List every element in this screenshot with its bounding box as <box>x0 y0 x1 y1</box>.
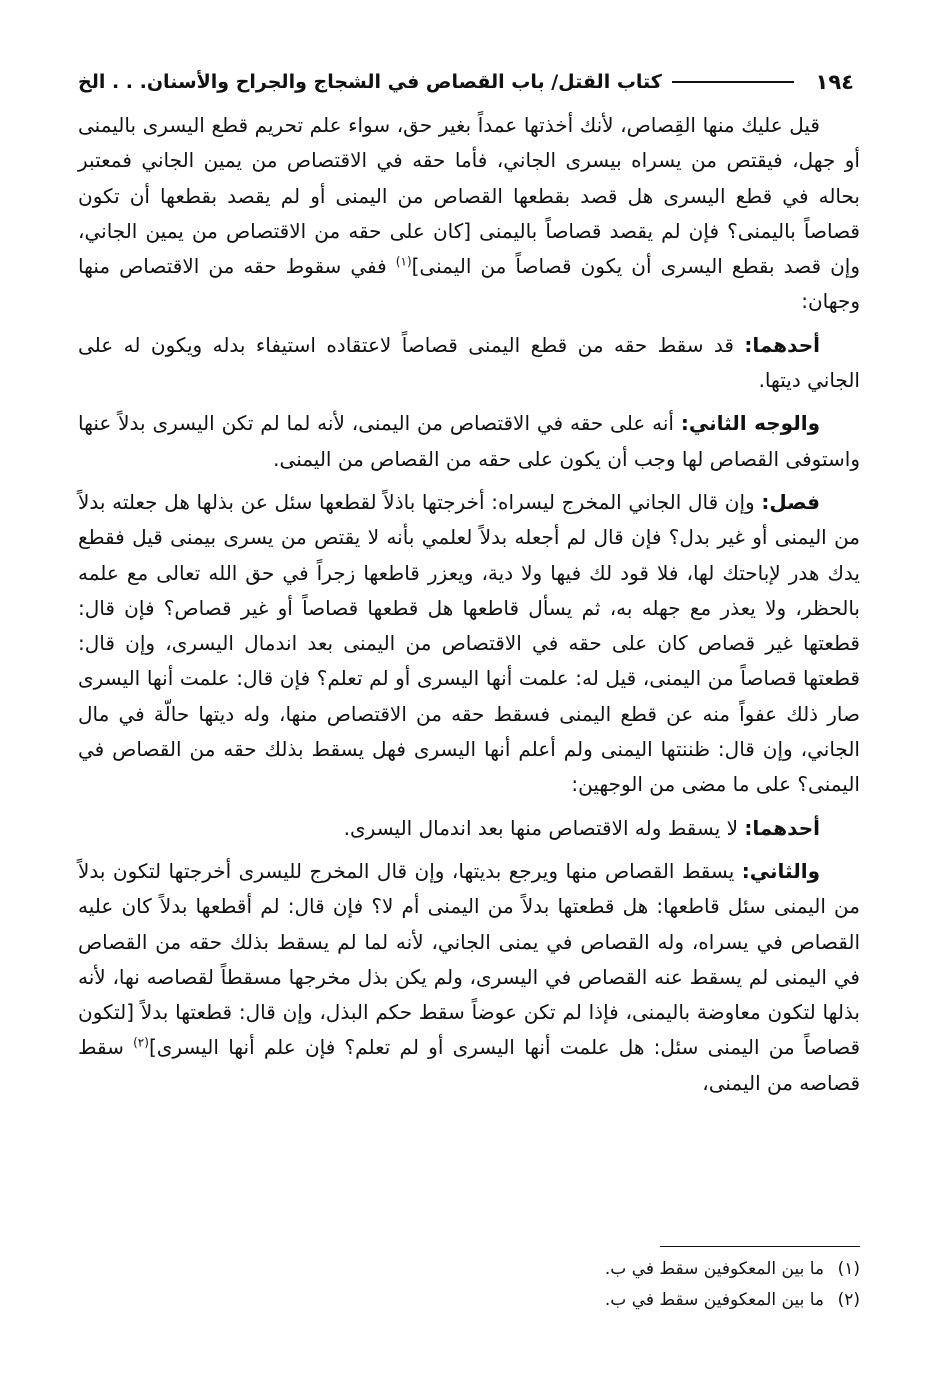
page-number: ١٩٤ <box>815 70 854 94</box>
main-text <box>78 108 860 1101</box>
chapter-title: كتاب القتل/ باب القصاص في الشجاج والجراح والأسنان. . . الخ <box>78 71 662 93</box>
paragraph-term: والوجه الثاني: <box>680 411 820 436</box>
header-rule <box>672 81 794 83</box>
footnotes <box>78 1254 860 1316</box>
footnote-rule <box>660 1246 860 1247</box>
paragraph-1: قيل عليك منها القِصاص، لأنك أخذتها عمداً بغير حق، سواء علم تحريم قطع اليسرى باليمنى أو جهل، فيقتص من يسراه بيسرى الجاني، فأما حقه في الاقتصاص من يمين الجاني فمعتبر بحاله في قطع اليسرى هل قصد بقطعها القصاص من اليمنى أو لم يقصد بقطعها أن تكون قصاصاً باليمنى؟ فإن لم يقصد قصاصاً باليمنى [كان على حقه من الاقتصاص من يمين الجاني، وإن قصد بقطع اليسرى أن يكون قصاصاً من اليمنى]$^{(١)}$ ففي سقوط حقه من الاقتصاص منها وجهان: <box>78 113 860 314</box>
running-header <box>78 62 854 102</box>
paragraph-term: أحدهما: <box>744 332 820 357</box>
paragraph-2: أحدهما: قد سقط حقه من قطع اليمنى قصاصاً لاعتقاده استيفاء بدله ويكون له على الجاني ديتها. <box>78 332 860 393</box>
paragraph-5: أحدهما: لا يسقط وله الاقتصاص منها بعد اندمال اليسرى. <box>343 815 820 840</box>
section-heading: فصل: <box>761 489 820 514</box>
paragraph-term: والثاني: <box>741 858 820 883</box>
paragraph-6: والثاني: يسقط القصاص منها ويرجع بديتها، وإن قال المخرج لليسرى أخرجتها لتكون بدلاً من اليمنى سئل قاطعها: هل قطعتها بدلاً من اليمنى أم لا؟ فإن قال: لم أقطعها بدلاً كان عليه القصاص في يسراه، وله القصاص في يمنى الجاني، لأنه لما لم يسقط بذلك حقه من القصاص في اليمنى لم يسقط عنه القصاص في اليسرى، ولم يكن بذل مخرجها مسقطاً لقصاصه نها، لأنه بذلها لتكون معاوضة باليمنى، فإذا لم تكن عوضاً سقط حكم البذل، وإن قال: قطعتها بدلاً [لتكون قصاصاً من اليمنى سئل: هل علمت أنها اليسرى أو لم تعلم؟ فإن علم أنها اليسرى]$^{(٢)}$ سقط قصاصه من اليمنى، <box>78 858 861 1095</box>
paragraph-term: أحدهما: <box>744 815 820 840</box>
paragraph-4: فصل: وإن قال الجاني المخرج ليسراه: أخرجتها باذلاً لقطعها سئل عن بذلها هل جعلته بدلاً من اليمنى أو غير بدل؟ فإن قال لم أجعله بدلاً لعلمي بأنه لا يقتص من يسرى بيمنى قيل فقطع يدك هدر لإباحتك لها، فلا قود لك فيها ولا دية، ويعزر قاطعها زجراً في حق الله تعالى مع علمه بالحظر، ولا يعذر مع جهله به، ثم يسأل قاطعها هل قطعها قصاصاً أو غير قصاص؟ فإن قال: قطعتها غير قصاص كان على حقه في الاقتصاص من اليمنى بعد اندمال اليسرى، وإن قال: قطعتها قصاصاً من اليمنى، قيل له: علمت أنها اليسرى أو لم تعلم؟ فإن قال: علمت أنها اليسرى صار ذلك عفواً منه عن قطع اليمنى فسقط حقه من الاقتصاص منها، وله ديتها حالّة في مال الجاني، وإن قال: ظننتها اليمنى ولم أعلم أنها اليسرى فهل يسقط بذلك حقه من القصاص في اليمنى؟ على ما مضى من الوجهين: <box>78 489 860 797</box>
footnote-ref-2: (٢) <box>133 1035 149 1050</box>
paragraph-3: والوجه الثاني: أنه على حقه في الاقتصاص من اليمنى، لأنه لما لم تكن اليسرى بدلاً عنها واستوفى القصاص لها وجب أن يكون على حقه من القصاص من اليمنى. <box>78 411 860 471</box>
footnote-ref-1: (١) <box>395 254 412 269</box>
footnote-1: (١)ما بين المعكوفين سقط في ب. <box>604 1259 860 1279</box>
footnote-2: (٢)ما بين المعكوفين سقط في ب. <box>604 1290 860 1310</box>
